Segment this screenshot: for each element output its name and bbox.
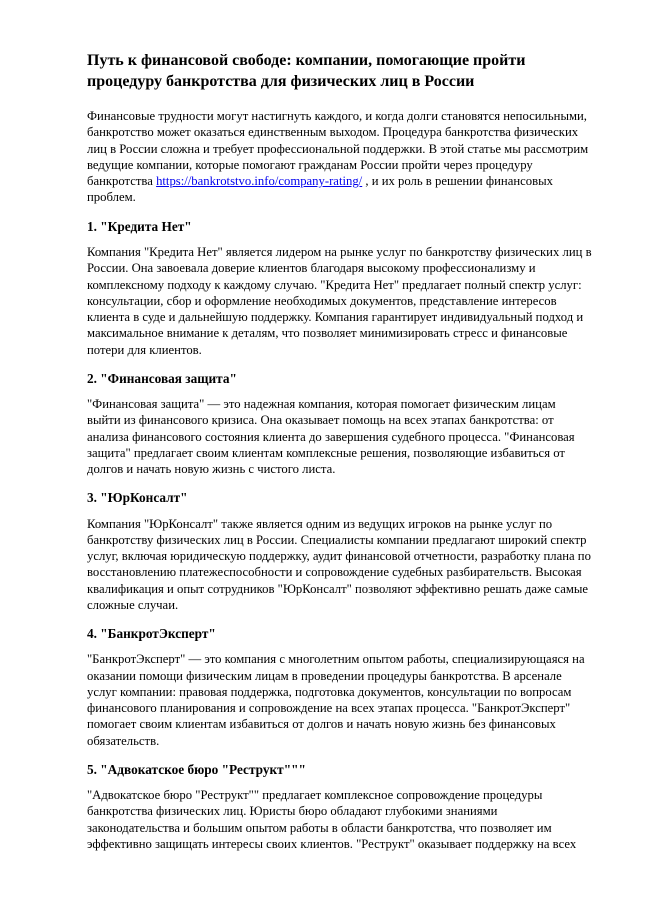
section-paragraph: "Адвокатское бюро "Реструкт"" предлагает комплексное сопровождение процедуры банкротства физических лиц. Юристы бюро обладают глубокими знаниями законодательства и большим опытом работы в области банкротства, что позволяет им эффективно защищать интересы своих клиентов. "Реструкт" оказывает поддержку на всех	[87, 788, 577, 851]
section-heading: 4. "БанкротЭксперт"	[87, 626, 216, 642]
section-paragraph: "БанкротЭксперт" — это компания с многолетним опытом работы, специализирующаяся на оказании помощи физическим лицам в проведении процедуры банкротства. В арсенале услуг компании: правовая поддержка, подготовка документов, консультации по вопросам финансового планирования и сопровождение на всех этапах процесса. "БанкротЭксперт" помогает своим клиентам избавиться от долгов и начать новую жизнь без финансовых обязательств.	[87, 652, 585, 748]
company-section-finansovaya-zashchita	[87, 370, 592, 478]
company-section-yurkonsalt	[87, 489, 592, 613]
company-section-bankrotekspert	[87, 625, 592, 749]
document-title: Путь к финансовой свободе: компании, помогающие пройти процедуру банкротства для физических лиц в России	[87, 52, 526, 91]
section-heading: 1. "Кредита Нет"	[87, 218, 192, 234]
section-heading: 3. "ЮрКонсалт"	[87, 490, 188, 506]
company-section-kredita-net	[87, 218, 592, 358]
company-rating-link[interactable]: https://bankrotstvo.info/company-rating/	[156, 174, 363, 189]
intro-text-before-link: Финансовые трудности могут настигнуть каждого, и когда долги становятся непосильными, банкротство может оказаться единственным выходом. Процедура банкротства физических лиц в России сложна и требует профессиональной поддержки. В этой статье мы рассмотрим ведущие компании, которые помогают гражданам России пройти через процедуру банкротства	[87, 109, 589, 189]
section-heading: 5. "Адвокатское бюро "Реструкт"""	[87, 761, 306, 777]
section-paragraph: Компания "Кредита Нет" является лидером на рынке услуг по банкротству физических лиц в России. Она завоевала доверие клиентов благодаря высокому профессионализму и комплексному подходу к каждому случаю. "Кредита Нет" предлагает полный спектр услуг: консультации, сбор и оформление необходимых документов, представление интересов клиента в суде и дальнейшую поддержку. Компания гарантирует индивидуальный подход и максимальное внимание к деталям, что позволяет минимизировать стресс и финансовые потери для клиентов.	[87, 245, 592, 357]
intro-paragraph	[87, 108, 592, 206]
section-paragraph: "Финансовая защита" — это надежная компания, которая помогает физическим лицам выйти из финансового кризиса. Она оказывает помощь на всех этапах банкротства: от анализа финансового состояния клиента до завершения судебного процесса. "Финансовая защита" предлагает своим клиентам комплексные решения, позволяющие избавиться от долгов и начать новую жизнь с чистого листа.	[87, 397, 575, 477]
intro-text-after-link: , и их роль в решении финансовых проблем.	[87, 174, 553, 205]
company-section-restrukt	[87, 761, 592, 852]
section-paragraph: Компания "ЮрКонсалт" также является одним из ведущих игроков на рынке услуг по банкротству физических лиц в России. Специалисты компании предлагают широкий спектр услуг, включая юридическую поддержку, аудит финансовой отчетности, разработку плана по восстановлению платежеспособности и сопровождение судебных разбирательств. Высокая квалификация и опыт сотрудников "ЮрКонсалт" позволяют эффективно решать даже самые сложные случаи.	[87, 516, 591, 612]
section-heading: 2. "Финансовая защита"	[87, 370, 237, 386]
